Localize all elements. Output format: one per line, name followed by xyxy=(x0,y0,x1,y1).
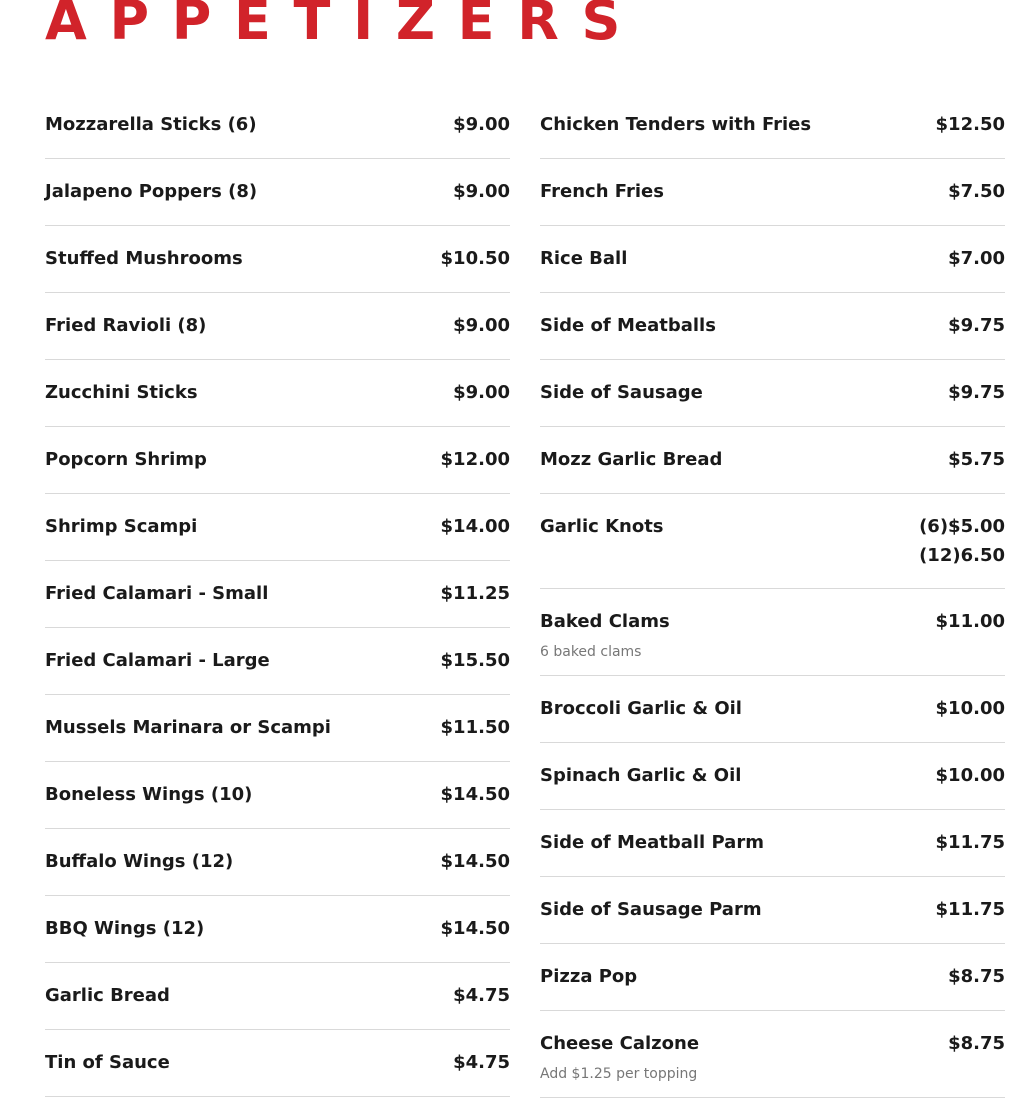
menu-item-info xyxy=(540,611,670,661)
menu-item-name: Shrimp Scampi xyxy=(45,516,198,537)
menu-item-name: Fried Calamari - Large xyxy=(45,650,270,671)
menu-item-price: $11.00 xyxy=(935,611,1005,632)
menu-item-price: $15.50 xyxy=(440,650,510,671)
menu-item-name: Broccoli Garlic & Oil xyxy=(540,698,742,719)
menu-item-price: $11.50 xyxy=(440,717,510,738)
menu-item-popcorn-shrimp xyxy=(45,427,510,494)
menu-item-info xyxy=(540,698,742,720)
menu-item-side-of-sausage-parm xyxy=(540,877,1005,944)
menu-item-name: Boneless Wings (10) xyxy=(45,784,253,805)
menu-item-name: Cheese Calzone xyxy=(540,1033,700,1054)
menu-item-name: Rice Ball xyxy=(540,248,628,269)
menu-item-fried-calamari-large xyxy=(45,628,510,695)
menu-item-info xyxy=(540,832,764,854)
menu-item-price: $9.00 xyxy=(453,315,510,336)
menu-item-zucchini-sticks xyxy=(45,360,510,427)
menu-item-chicken-tenders-with-fries xyxy=(540,92,1005,159)
menu-item-price: $9.00 xyxy=(453,114,510,135)
menu-item-name: Mussels Marinara or Scampi xyxy=(45,717,331,738)
menu-item-info xyxy=(45,650,270,672)
menu-column-left xyxy=(45,92,510,1097)
menu-item-info xyxy=(45,583,268,605)
menu-item-price: $14.50 xyxy=(440,784,510,805)
menu-item-info xyxy=(540,315,716,337)
menu-item-fried-calamari-small xyxy=(45,561,510,628)
menu-item-side-of-sausage xyxy=(540,360,1005,427)
menu-item-bbq-wings-12 xyxy=(45,896,510,963)
menu-item-cheese-calzone xyxy=(540,1011,1005,1098)
menu-item-name: Pizza Pop xyxy=(540,966,638,987)
menu-item-pizza-pop xyxy=(540,944,1005,1011)
menu-item-info xyxy=(45,315,206,337)
menu-item-price: $7.00 xyxy=(948,248,1005,269)
menu-item-tin-of-sauce xyxy=(45,1030,510,1097)
menu-item-name: Garlic Bread xyxy=(45,985,170,1006)
menu-item-price: $9.00 xyxy=(453,382,510,403)
menu-item-name: Buffalo Wings (12) xyxy=(45,851,234,872)
menu-item-rice-ball xyxy=(540,226,1005,293)
menu-item-name: Side of Meatball Parm xyxy=(540,832,764,853)
menu-item-garlic-knots xyxy=(540,494,1005,589)
menu-item-info xyxy=(540,516,664,538)
menu-item-info xyxy=(540,449,722,471)
menu-item-price: $8.75 xyxy=(948,966,1005,987)
menu-item-name: Stuffed Mushrooms xyxy=(45,248,243,269)
menu-item-price: $14.50 xyxy=(440,851,510,872)
menu-item-description: 6 baked clams xyxy=(540,644,642,660)
menu-item-price: $10.50 xyxy=(440,248,510,269)
menu-item-price: $8.75 xyxy=(948,1033,1005,1054)
menu-item-info xyxy=(45,784,252,806)
menu-item-french-fries xyxy=(540,159,1005,226)
menu-item-price: $12.00 xyxy=(440,449,510,470)
menu-item-jalapeno-poppers-8 xyxy=(45,159,510,226)
menu-item-name: Side of Sausage Parm xyxy=(540,899,762,920)
menu-item-name: Fried Ravioli (8) xyxy=(45,315,207,336)
menu-item-name: Zucchini Sticks xyxy=(45,382,198,403)
menu-item-name: Garlic Knots xyxy=(540,516,664,537)
menu-item-price: $4.75 xyxy=(453,985,510,1006)
menu-item-fried-ravioli-8 xyxy=(45,293,510,360)
menu-item-price: $9.00 xyxy=(453,181,510,202)
menu-item-mussels-marinara-or-scampi xyxy=(45,695,510,762)
menu-item-side-of-meatball-parm xyxy=(540,810,1005,877)
menu-item-name: Tin of Sauce xyxy=(45,1052,170,1073)
menu-item-boneless-wings-10 xyxy=(45,762,510,829)
menu-item-stuffed-mushrooms xyxy=(45,226,510,293)
menu-item-shrimp-scampi xyxy=(45,494,510,561)
menu-item-info xyxy=(45,1052,170,1074)
menu-item-info xyxy=(540,114,811,136)
menu-item-baked-clams xyxy=(540,589,1005,676)
menu-item-info xyxy=(45,985,170,1007)
menu-item-broccoli-garlic-oil xyxy=(540,676,1005,743)
menu-item-price: $11.25 xyxy=(440,583,510,604)
menu-item-price: $12.50 xyxy=(935,114,1005,135)
menu-item-info xyxy=(45,918,204,940)
menu-item-price: $14.00 xyxy=(440,516,510,537)
menu-item-name: BBQ Wings (12) xyxy=(45,918,205,939)
menu-item-name: Mozz Garlic Bread xyxy=(540,449,723,470)
menu-item-info xyxy=(45,248,243,270)
menu-item-side-of-meatballs xyxy=(540,293,1005,360)
menu-item-info xyxy=(45,851,233,873)
menu-item-info xyxy=(540,899,762,921)
menu-item-price-options xyxy=(919,516,1005,574)
menu-item-price: $7.50 xyxy=(948,181,1005,202)
menu-item-price: $11.75 xyxy=(935,899,1005,920)
menu-item-info xyxy=(45,114,257,136)
menu-item-name: Chicken Tenders with Fries xyxy=(540,114,812,135)
menu-column-right xyxy=(540,92,1005,1098)
menu-item-info xyxy=(540,1033,699,1083)
menu-item-info xyxy=(540,382,703,404)
menu-item-price-option: (6)$5.00 xyxy=(919,516,1005,537)
menu-item-price: $11.75 xyxy=(935,832,1005,853)
menu-item-info xyxy=(540,765,741,787)
menu-item-price: $4.75 xyxy=(453,1052,510,1073)
menu-item-price: $9.75 xyxy=(948,382,1005,403)
menu-item-info xyxy=(45,382,198,404)
menu-item-mozzarella-sticks-6 xyxy=(45,92,510,159)
menu-item-spinach-garlic-oil xyxy=(540,743,1005,810)
menu-item-description: Add $1.25 per topping xyxy=(540,1066,698,1082)
menu-item-name: Fried Calamari - Small xyxy=(45,583,269,604)
menu-item-price: $5.75 xyxy=(948,449,1005,470)
menu-item-info xyxy=(45,516,197,538)
menu-item-price-option: (12)6.50 xyxy=(919,545,1005,566)
menu-item-name: French Fries xyxy=(540,181,664,202)
section-title: APPETIZERS xyxy=(45,0,644,52)
menu-item-price: $10.00 xyxy=(935,765,1005,786)
menu-item-price: $10.00 xyxy=(935,698,1005,719)
menu-item-name: Side of Meatballs xyxy=(540,315,716,336)
menu-item-name: Side of Sausage xyxy=(540,382,703,403)
menu-item-price: $9.75 xyxy=(948,315,1005,336)
menu-item-mozz-garlic-bread xyxy=(540,427,1005,494)
menu-item-name: Mozzarella Sticks (6) xyxy=(45,114,257,135)
menu-item-name: Jalapeno Poppers (8) xyxy=(45,181,258,202)
menu-item-name: Baked Clams xyxy=(540,611,670,632)
menu-item-price: $14.50 xyxy=(440,918,510,939)
menu-item-garlic-bread xyxy=(45,963,510,1030)
menu-item-info xyxy=(540,966,637,988)
menu-item-buffalo-wings-12 xyxy=(45,829,510,896)
menu-item-info xyxy=(45,449,207,471)
menu-item-name: Spinach Garlic & Oil xyxy=(540,765,742,786)
menu-item-info xyxy=(540,181,664,203)
menu-item-info xyxy=(45,717,331,739)
menu-item-info xyxy=(540,248,627,270)
menu-item-info xyxy=(45,181,257,203)
menu-item-name: Popcorn Shrimp xyxy=(45,449,207,470)
